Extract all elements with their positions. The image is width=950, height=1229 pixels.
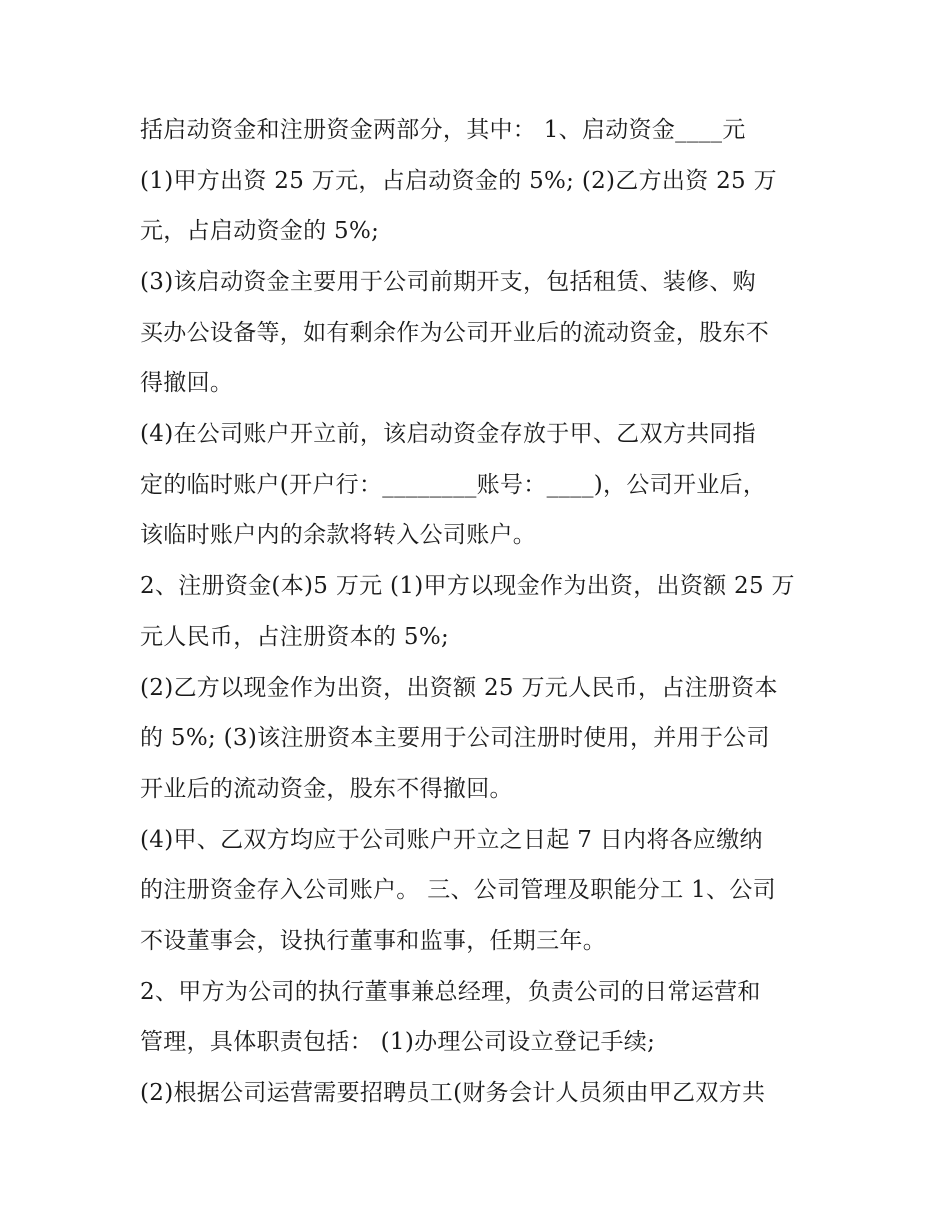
text-line: (1)甲方出资 25 万元，占启动资金的 5%; (2)乙方出资 25 万 (140, 168, 777, 194)
text-line: 开业后的流动资金，股东不得撤回。 (140, 776, 513, 802)
text-line: 的 5%; (3)该注册资本主要用于公司注册时使用，并用于公司 (140, 725, 770, 751)
text-line: (3)该启动资金主要用于公司前期开支，包括租赁、装修、购 (140, 269, 756, 295)
text-line: 2、甲方为公司的执行董事兼总经理，负责公司的日常运营和 (140, 979, 761, 1005)
text-line: 的注册资金存入公司账户。 三、公司管理及职能分工 1、公司 (140, 877, 776, 903)
text-line: 该临时账户内的余款将转入公司账户。 (140, 522, 537, 548)
text-line: (2)根据公司运营需要招聘员工(财务会计人员须由甲乙双方共 (140, 1080, 766, 1106)
text-line: 得撤回。 (140, 370, 234, 396)
text-line: (2)乙方以现金作为出资，出资额 25 万元人民币，占注册资本 (140, 675, 778, 701)
text-line: 元人民币，占注册资本的 5%; (140, 624, 450, 650)
text-line: 元，占启动资金的 5%; (140, 218, 380, 244)
text-line: (4)甲、乙双方均应于公司账户开立之日起 7 日内将各应缴纳 (140, 827, 763, 853)
text-line: 2、注册资金(本)5 万元 (1)甲方以现金作为出资，出资额 25 万 (140, 573, 795, 599)
text-line: (4)在公司账户开立前，该启动资金存放于甲、乙双方共同指 (140, 421, 756, 447)
text-line: 管理，具体职责包括： (1)办理公司设立登记手续; (140, 1029, 656, 1055)
text-line: 买办公设备等，如有剩余作为公司开业后的流动资金，股东不 (140, 320, 770, 346)
text-line: 括启动资金和注册资金两部分，其中： 1、启动资金____元 (140, 117, 746, 143)
text-line: 不设董事会，设执行董事和监事，任期三年。 (140, 928, 606, 954)
text-line: 定的临时账户(开户行：________账号：____)，公司开业后， (140, 472, 767, 498)
